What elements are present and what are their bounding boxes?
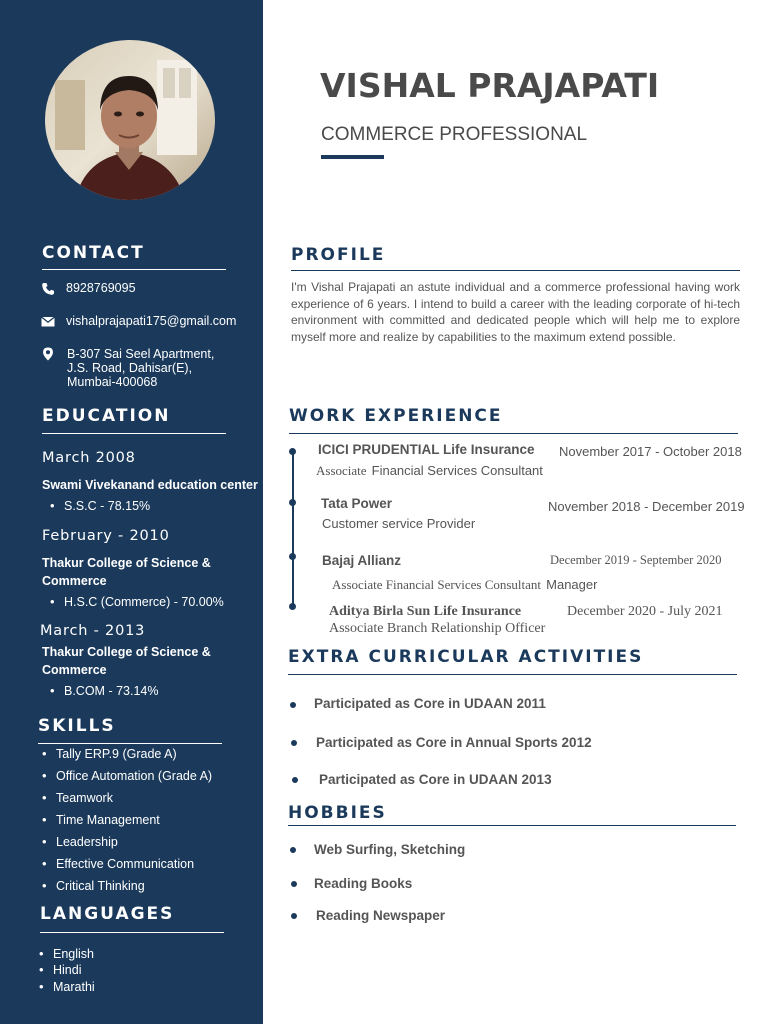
language-item: • Hindi — [53, 963, 82, 977]
job-role-prefix: Associate Financial Services Consultant — [332, 577, 542, 592]
profile-photo — [45, 40, 215, 200]
job-role-prefix: Associate — [316, 463, 367, 478]
phone-number[interactable]: 8928769095 — [66, 281, 136, 295]
work-timeline — [292, 450, 294, 608]
address-line-3: Mumbai-400068 — [67, 375, 158, 389]
hobby-item: Web Surfing, Sketching — [314, 842, 466, 857]
job-role-title: Customer service Provider — [322, 516, 476, 531]
email-address[interactable]: vishalprajapati175@gmail.com — [66, 314, 237, 328]
title-accent-bar — [321, 155, 384, 159]
skill-item: • Leadership — [56, 835, 118, 849]
address-line-1: B-307 Sai Seel Apartment, — [67, 347, 215, 361]
timeline-dot — [289, 448, 296, 455]
candidate-title: COMMERCE PROFESSIONAL — [321, 124, 588, 145]
job-dates: December 2019 - September 2020 — [550, 553, 722, 567]
skills-heading: SKILLS — [38, 716, 116, 736]
skill-item: • Time Management — [56, 813, 160, 827]
job-dates: November 2018 - December 2019 — [548, 499, 745, 514]
activity-bullet — [290, 702, 296, 708]
hobby-bullet — [290, 847, 296, 853]
timeline-dot — [289, 603, 296, 610]
skill-item: • Office Automation (Grade A) — [56, 769, 212, 783]
activity-item: Participated as Core in UDAAN 2013 — [319, 772, 552, 787]
timeline-dot — [289, 499, 296, 506]
work-heading: WORK EXPERIENCE — [289, 406, 503, 426]
job-role — [316, 460, 543, 479]
job-company: ICICI PRUDENTIAL Life Insurance — [318, 442, 535, 457]
job-dates: November 2017 - October 2018 — [559, 444, 742, 459]
job-role-title: Associate Branch Relationship Officer — [329, 621, 546, 636]
activity-item: Participated as Core in UDAAN 2011 — [314, 696, 546, 711]
education-date-1: March 2008 — [42, 450, 136, 466]
profile-divider — [291, 270, 740, 271]
education-divider — [42, 433, 226, 434]
hobby-bullet — [291, 881, 297, 887]
profile-heading: PROFILE — [291, 245, 386, 265]
skill-item: • Tally ERP.9 (Grade A) — [56, 747, 177, 761]
hobby-item: Reading Books — [314, 876, 413, 891]
activities-heading: EXTRA CURRICULAR ACTIVITIES — [288, 647, 644, 667]
job-company: Tata Power — [321, 496, 393, 511]
address-line-2: J.S. Road, Dahisar(E), — [67, 361, 193, 375]
activity-bullet — [292, 777, 298, 783]
education-result-3: • B.COM - 73.14% — [64, 684, 158, 698]
skill-item: • Critical Thinking — [56, 879, 145, 893]
education-heading: EDUCATION — [42, 406, 171, 426]
education-institution-3: Thakur College of Science & Commerce — [42, 645, 211, 677]
skills-divider — [38, 743, 222, 744]
skill-item: • Effective Communication — [56, 857, 194, 871]
languages-divider — [40, 932, 224, 933]
candidate-name: VISHAL PRAJAPATI — [320, 66, 660, 105]
sidebar — [0, 0, 263, 1024]
hobby-bullet — [291, 913, 297, 919]
hobby-item: Reading Newspaper — [316, 908, 446, 923]
language-item: • English — [53, 947, 94, 961]
activities-divider — [288, 674, 737, 675]
work-divider — [289, 433, 738, 434]
job-company: Aditya Birla Sun Life Insurance — [329, 604, 522, 619]
activity-bullet — [291, 740, 297, 746]
mail-icon — [41, 315, 55, 329]
contact-divider — [42, 269, 226, 270]
phone-icon — [41, 282, 55, 296]
skill-item: • Teamwork — [56, 791, 113, 805]
job-role-title: Financial Services Consultant — [371, 463, 543, 478]
job-role-title: Manager — [546, 577, 598, 592]
education-institution-2: Thakur College of Science & Commerce — [42, 556, 211, 588]
education-institution-1: Swami Vivekanand education center — [42, 478, 258, 492]
language-item: • Marathi — [53, 980, 95, 994]
education-result-1: • S.S.C - 78.15% — [64, 499, 150, 513]
education-date-3: March - 2013 — [40, 623, 146, 639]
education-result-2: • H.S.C (Commerce) - 70.00% — [64, 595, 224, 609]
languages-heading: LANGUAGES — [40, 904, 175, 924]
contact-heading: CONTACT — [42, 243, 145, 263]
job-company: Bajaj Allianz — [322, 553, 402, 568]
timeline-dot — [289, 553, 296, 560]
activity-item: Participated as Core in Annual Sports 2012 — [316, 735, 592, 750]
location-pin-icon — [41, 347, 55, 361]
education-date-2: February - 2010 — [42, 528, 170, 544]
hobbies-divider — [288, 825, 736, 826]
profile-text: I'm Vishal Prajapati an astute individual and a commerce professional having work experience of 6 years. I intend to build a career with the leading corporate of hi-tech environment with committed and dedicated people which will help me to explore myself more and realize by capabilities to the maximum extend possible. — [291, 280, 740, 344]
job-role — [332, 574, 597, 593]
hobbies-heading: HOBBIES — [288, 803, 387, 823]
job-dates: December 2020 - July 2021 — [567, 604, 723, 619]
